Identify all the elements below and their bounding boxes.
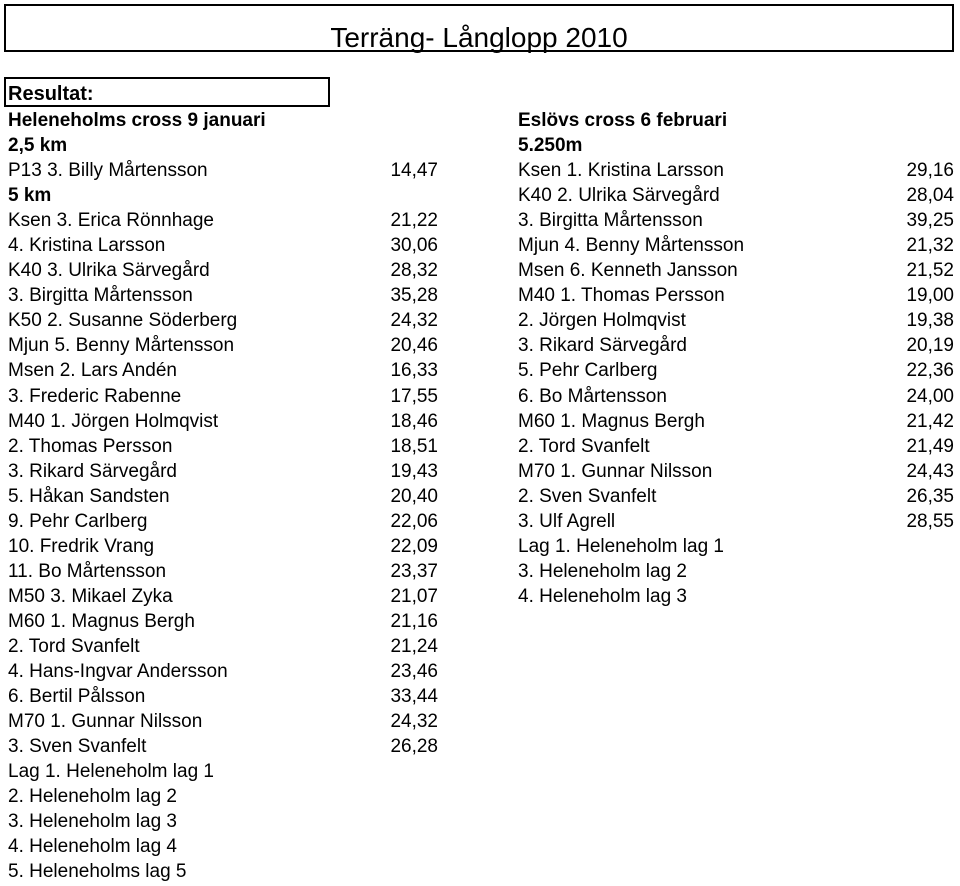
result-time: 17,55 [390,385,438,407]
result-label-text: K40 2. Ulrika Särvegård [518,185,720,207]
result-row [518,208,954,233]
result-row [518,409,954,434]
result-time: 20,40 [390,485,438,507]
result-label-text: Ksen 1. Kristina Larsson [518,160,724,182]
result-row [8,484,438,509]
result-row [518,534,954,559]
result-row [518,283,954,308]
result-label-text: 2. Tord Svanfelt [8,635,140,657]
result-label-text: 3. Frederic Rabenne [8,385,182,407]
result-label-text: 3. Heleneholm lag 3 [8,811,177,833]
result-label: Resultat: [8,83,94,105]
result-row [8,534,438,559]
result-label-text: 3. Rikard Särvegård [518,335,687,357]
result-row [8,784,438,809]
result-row [8,158,438,183]
result-row [8,233,438,258]
result-label-text: Lag 1. Heleneholm lag 1 [518,535,724,557]
result-row [8,834,438,859]
result-time: 18,46 [390,410,438,432]
result-row [518,258,954,283]
result-time: 20,46 [390,335,438,357]
result-time: 21,42 [906,410,954,432]
result-label-text: Mjun 4. Benny Mårtensson [518,235,745,257]
result-time: 24,43 [906,460,954,482]
result-time: 33,44 [390,686,438,708]
result-row [518,509,954,534]
result-row [8,434,438,459]
page-title-text: Terräng- Långlopp 2010 [330,22,628,53]
section-heading-row [8,133,438,158]
result-label-text: Mjun 5. Benny Mårtensson [8,335,235,357]
result-label-text: 6. Bertil Pålsson [8,686,146,708]
result-time: 35,28 [390,285,438,307]
result-label-text: M50 3. Mikael Zyka [8,585,173,607]
result-row [8,333,438,358]
result-row [8,384,438,409]
result-time: 16,33 [390,360,438,382]
result-time: 18,51 [390,435,438,457]
result-time: 24,32 [390,711,438,733]
result-row [8,859,438,884]
result-time: 21,49 [906,435,954,457]
result-label-text: Eslövs cross 6 februari [518,110,728,131]
result-row [8,809,438,834]
result-time: 20,19 [906,335,954,357]
result-row [8,659,438,684]
result-label-text: Ksen 3. Erica Rönnhage [8,210,214,232]
result-row [518,358,954,383]
result-label-text: 2. Thomas Persson [8,435,173,457]
result-time: 26,35 [906,485,954,507]
section-heading-row [8,183,438,208]
result-row [8,609,438,634]
result-row [518,559,954,584]
result-label-text: P13 3. Billy Mårtensson [8,160,208,182]
result-label-text: 5. Heleneholms lag 5 [8,861,187,883]
result-label-text: 4. Heleneholm lag 4 [8,836,177,858]
page-title [6,21,952,55]
result-row [8,759,438,784]
result-row [8,684,438,709]
result-label-text: 9. Pehr Carlberg [8,510,148,532]
result-label-text: M70 1. Gunnar Nilsson [8,711,203,733]
result-time: 26,28 [390,736,438,758]
result-label-text: 5. Håkan Sandsten [8,485,170,507]
result-row [8,409,438,434]
result-row [8,559,438,584]
result-label-text: M60 1. Magnus Bergh [8,610,195,632]
result-time: 22,06 [390,510,438,532]
result-label-text: M60 1. Magnus Bergh [518,410,705,432]
result-row [8,308,438,333]
result-label-text: 4. Hans-Ingvar Andersson [8,661,228,683]
results-right-column [518,108,954,609]
result-label-text: 3. Birgitta Mårtensson [8,285,193,307]
result-time: 24,00 [906,385,954,407]
result-row [518,233,954,258]
result-row [518,308,954,333]
result-row [518,434,954,459]
result-row [8,358,438,383]
result-time: 21,07 [390,585,438,607]
result-time: 19,00 [906,285,954,307]
result-label-text: 6. Bo Mårtensson [518,385,667,407]
result-row [518,459,954,484]
result-label-text: 4. Kristina Larsson [8,235,166,257]
result-row [8,208,438,233]
result-label-text: 2. Sven Svanfelt [518,485,657,507]
result-row [8,634,438,659]
result-time: 21,32 [906,235,954,257]
result-time: 21,24 [390,635,438,657]
result-label-text: 3. Heleneholm lag 2 [518,560,687,582]
result-label-text: M40 1. Thomas Persson [518,285,725,307]
result-row [8,283,438,308]
result-row [518,158,954,183]
result-label-text: M40 1. Jörgen Holmqvist [8,410,219,432]
result-time: 29,16 [906,160,954,182]
result-row [518,183,954,208]
result-time: 22,09 [390,535,438,557]
result-time: 30,06 [390,235,438,257]
result-row [8,734,438,759]
result-label-text: 3. Ulf Agrell [518,510,616,532]
section-heading-row [8,108,438,133]
results-left-column [8,108,438,884]
result-time: 28,55 [906,510,954,532]
result-label-text: Msen 2. Lars Andén [8,360,177,382]
result-time: 23,46 [390,661,438,683]
result-label-text: 10. Fredrik Vrang [8,535,155,557]
result-label-text: K40 3. Ulrika Särvegård [8,260,210,282]
title-box [4,4,954,52]
result-row [8,509,438,534]
result-time: 28,04 [906,185,954,207]
result-time: 19,43 [390,460,438,482]
result-label-text: 5.250m [518,135,583,157]
result-row [518,484,954,509]
result-label-text: Msen 6. Kenneth Jansson [518,260,738,282]
result-row [518,584,954,609]
result-label-text: K50 2. Susanne Söderberg [8,310,238,332]
result-label-text: 2. Heleneholm lag 2 [8,786,177,808]
result-time: 19,38 [906,310,954,332]
result-label-text: Lag 1. Heleneholm lag 1 [8,761,214,783]
result-label-text: M70 1. Gunnar Nilsson [518,460,713,482]
section-heading-row [518,108,954,133]
result-time: 21,22 [390,210,438,232]
result-time: 21,16 [390,610,438,632]
result-row [8,584,438,609]
result-label-text: 2,5 km [8,135,68,157]
result-time: 23,37 [390,560,438,582]
result-label-text: 3. Birgitta Mårtensson [518,210,703,232]
result-row [518,384,954,409]
result-row [518,333,954,358]
result-time: 24,32 [390,310,438,332]
result-label-text: 4. Heleneholm lag 3 [518,585,687,607]
result-time: 22,36 [906,360,954,382]
result-label-text: 5 km [8,185,52,207]
result-label-text: 5. Pehr Carlberg [518,360,658,382]
section-heading-row [518,133,954,158]
result-label-text: 2. Tord Svanfelt [518,435,650,457]
result-label-text: 2. Jörgen Holmqvist [518,310,686,332]
result-label-text: 11. Bo Mårtensson [8,560,167,582]
result-label-text: Heleneholms cross 9 januari [8,110,266,131]
result-time: 21,52 [906,260,954,282]
result-time: 14,47 [390,160,438,182]
result-row [8,709,438,734]
result-label-text: 3. Rikard Särvegård [8,460,177,482]
result-row [8,258,438,283]
result-label-text: 3. Sven Svanfelt [8,736,147,758]
result-row [8,459,438,484]
result-time: 28,32 [390,260,438,282]
result-time: 39,25 [906,210,954,232]
